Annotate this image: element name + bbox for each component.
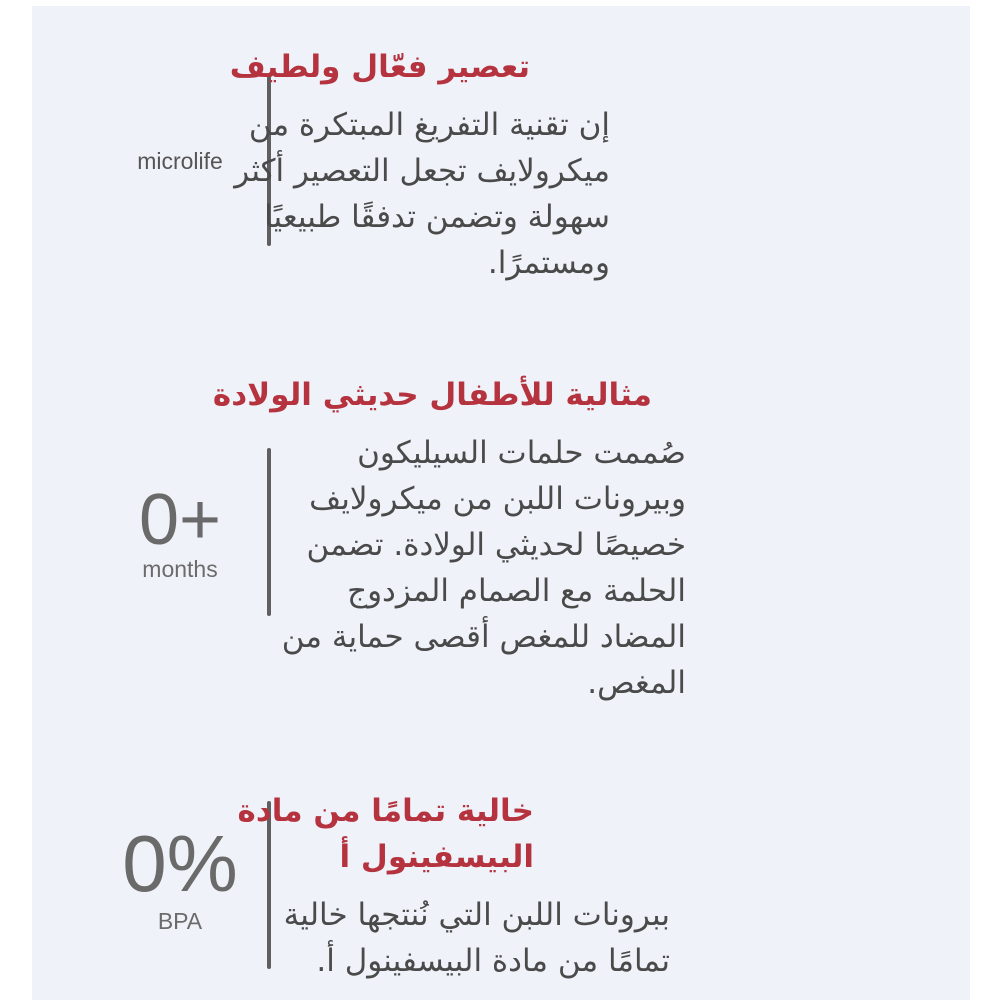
- heading-line: خالية تمامًا من مادة: [237, 793, 534, 829]
- bpa-badge-value: 0%: [122, 819, 238, 908]
- body-line: ميكرولايف تجعل التعصير أكثر: [234, 153, 610, 189]
- features-panel: [32, 6, 970, 1000]
- age-badge-value: 0+: [138, 480, 222, 560]
- heading-line: تعصير فعّال ولطيف: [229, 49, 530, 85]
- body-line: ببرونات اللبن التي نُنتجها خالية: [283, 897, 670, 933]
- microlife-logo: microlife: [137, 148, 223, 174]
- body-line: المضاد للمغص أقصى حماية من: [281, 619, 686, 655]
- heading-line: مثالية للأطفال حديثي الولادة: [212, 377, 652, 413]
- feature-heading-efficient-pumping: [230, 44, 530, 90]
- feature-heading-newborns: [213, 372, 652, 418]
- bpa-badge-unit: BPA: [157, 908, 203, 934]
- body-line: صُممت حلمات السيليكون: [357, 435, 686, 471]
- body-line: وبيرونات اللبن من ميكرولايف: [309, 481, 686, 517]
- feature-body-newborns: [236, 430, 686, 706]
- body-line: ومستمرًا.: [487, 245, 610, 281]
- body-line: خصيصًا لحديثي الولادة. تضمن: [306, 527, 686, 563]
- feature-body-bpa-free: [220, 892, 670, 984]
- feature-body-efficient-pumping: [180, 102, 610, 286]
- age-badge-unit: months: [142, 556, 218, 582]
- heading-line: البيسفينول أ: [339, 839, 534, 875]
- body-line: المغص.: [587, 665, 686, 701]
- body-line: الحلمة مع الصمام المزدوج: [347, 573, 686, 609]
- body-line: تمامًا من مادة البيسفينول أ.: [316, 943, 670, 979]
- feature-heading-bpa-free: [238, 788, 534, 880]
- body-line: سهولة وتضمن تدفقًا طبيعيًا: [264, 199, 610, 235]
- body-line: إن تقنية التفريغ المبتكرة من: [248, 107, 610, 143]
